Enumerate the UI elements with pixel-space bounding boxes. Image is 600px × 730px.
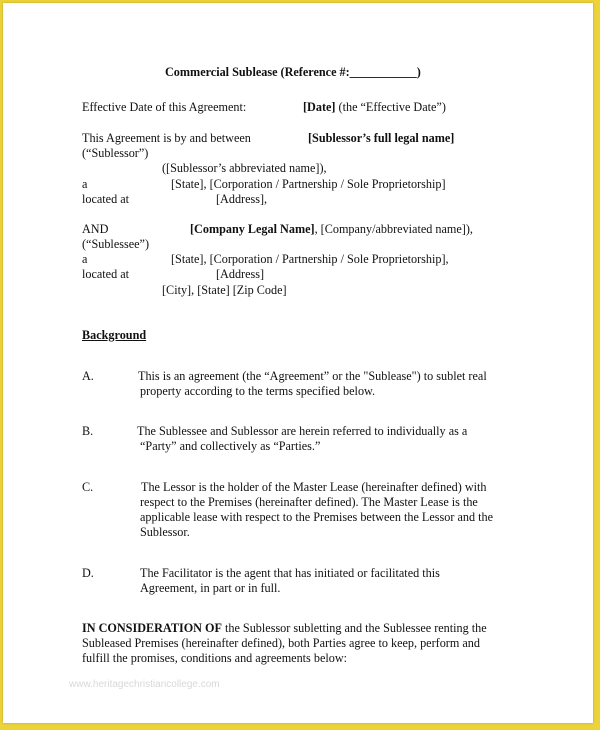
background-heading: Background xyxy=(82,328,147,342)
sublessee-located: located at xyxy=(82,267,130,281)
background-item-line: Sublessor. xyxy=(140,525,190,539)
consideration-line: fulfill the promises, conditions and agreements below: xyxy=(82,651,348,665)
background-item-line: applicable lease with respect to the Premises between the Lessor and the xyxy=(140,510,493,524)
effective-date-label: Effective Date of this Agreement: xyxy=(82,100,247,114)
background-item-marker: B. xyxy=(82,424,94,438)
effective-date-suffix: (the “Effective Date”) xyxy=(335,100,446,114)
sublessee-name-placeholder: [Company Legal Name] xyxy=(190,222,315,236)
sublessee-role: (“Sublessee”) xyxy=(82,237,150,251)
consideration-lead: IN CONSIDERATION OF xyxy=(82,621,222,635)
background-item-marker: D. xyxy=(82,566,94,580)
background-item-line: Agreement, in part or in full. xyxy=(140,581,281,595)
consideration-line xyxy=(82,621,487,636)
background-item-line: The Sublessee and Sublessor are herein referred to individually as a xyxy=(137,424,468,438)
sublessor-abbrev: ([Sublessor’s abbreviated name]), xyxy=(162,161,327,175)
sublessor-name-placeholder: [Sublessor’s full legal name] xyxy=(308,131,455,145)
consideration-line: Subleased Premises (hereinafter defined), both Parties agree to keep, perform and xyxy=(82,636,480,650)
background-item-line: respect to the Premises (hereinafter defined). The Master Lease is the xyxy=(140,495,478,509)
background-item-line: This is an agreement (the “Agreement” or the "Sublease") to sublet real xyxy=(138,369,487,383)
sublessee-and: AND xyxy=(82,222,109,236)
sublessor-entity: [State], [Corporation / Partnership / Sole Proprietorship] xyxy=(171,177,446,191)
sublessee-abbrev: , [Company/abbreviated name]), xyxy=(314,222,473,236)
document-title: Commercial Sublease (Reference #:___________) xyxy=(165,65,421,79)
background-item-line: The Lessor is the holder of the Master Lease (hereinafter defined) with xyxy=(141,480,487,494)
watermark: www.heritagechristiancollege.com xyxy=(69,679,220,690)
background-item-line: “Party” and collectively as “Parties.” xyxy=(140,439,321,453)
effective-date-line xyxy=(303,100,446,115)
sublessor-located: located at xyxy=(82,192,130,206)
sublessee-a: a xyxy=(82,252,88,266)
sublessor-role: (“Sublessor”) xyxy=(82,146,149,160)
background-item-line: The Facilitator is the agent that has initiated or facilitated this xyxy=(140,566,440,580)
sublessor-a: a xyxy=(82,177,88,191)
sublessor-intro: This Agreement is by and between xyxy=(82,131,251,145)
background-item-marker: C. xyxy=(82,480,94,494)
sublessor-address: [Address], xyxy=(216,192,268,206)
effective-date-placeholder: [Date] xyxy=(303,100,336,114)
sublessee-entity: [State], [Corporation / Partnership / Sole Proprietorship], xyxy=(171,252,449,266)
sublessee-name-line xyxy=(190,222,473,237)
background-item-line: property according to the terms specified below. xyxy=(140,384,376,398)
consideration-text: the Sublessor subletting and the Sublessee renting the xyxy=(221,621,487,635)
sublessee-city: [City], [State] [Zip Code] xyxy=(162,283,287,297)
sublessee-address: [Address] xyxy=(216,267,265,281)
document-page xyxy=(3,3,593,723)
background-item-marker: A. xyxy=(82,369,94,383)
